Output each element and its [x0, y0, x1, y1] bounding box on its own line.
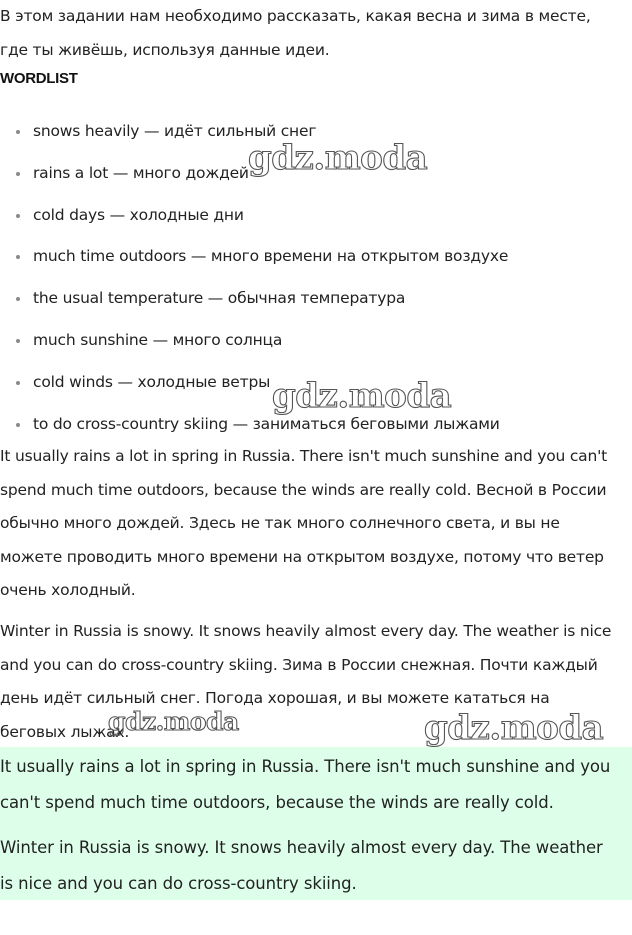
list-item	[0, 320, 508, 362]
watermark-logo: gdz.moda	[248, 138, 428, 178]
list-item-text: to do cross-country skiing — заниматься беговыми лыжами	[33, 414, 500, 433]
wordlist-heading: WORDLIST	[0, 70, 78, 87]
bullet-icon	[16, 423, 20, 427]
list-item-text: the usual temperature — обычная температура	[33, 289, 406, 308]
bullet-icon	[16, 339, 20, 343]
answer-paragraph-winter: Winter in Russia is snowy. It snows heavily almost every day. The weather is nice and you can do cross-country skiing.	[0, 838, 603, 893]
list-item-text: rains a lot — много дождей	[33, 163, 249, 182]
bullet-icon	[16, 297, 20, 301]
answer-paragraph-spring: It usually rains a lot in spring in Russia. There isn't much sunshine and you can't spend much time outdoors, because the winds are really cold.	[0, 757, 611, 812]
watermark-logo: gdz.moda	[108, 707, 239, 736]
list-item-text: much sunshine — много солнца	[33, 330, 283, 349]
list-item	[0, 236, 508, 278]
watermark-logo: gdz.moda	[272, 376, 452, 416]
paragraph-winter: Winter in Russia is snowy. It snows heavily almost every day. The weather is nice and you can do cross-country skiing. Зима в России снежная. Почти каждый день идёт сильный снег. Погода хорошая, и вы можете кататься на беговых лыжах.	[0, 622, 612, 741]
bullet-icon	[16, 255, 20, 259]
list-item-text: snows heavily — идёт сильный снег	[33, 122, 317, 140]
bullet-icon	[16, 214, 20, 218]
bullet-icon	[16, 130, 20, 134]
intro-text: В этом задании нам необходимо рассказать, какая весна и зима в месте, где ты живёшь, используя данные идеи.	[0, 7, 591, 59]
list-item-text: cold days — холодные дни	[33, 205, 244, 224]
list-item-text: cold winds — холодные ветры	[33, 372, 271, 391]
paragraph-spring: It usually rains a lot in spring in Russia. There isn't much sunshine and you can't spend much time outdoors, because the winds are really cold. Весной в России обычно много дождей. Здесь не так много солнечного света, и вы не можете проводить много времени на открытом воздухе, потому что ветер очень холодный.	[0, 447, 608, 599]
answer-box	[0, 747, 632, 900]
list-item-text: much time outdoors — много времени на открытом воздухе	[33, 247, 509, 266]
watermark-logo: gdz.moda	[424, 708, 604, 748]
list-item	[0, 195, 508, 237]
bullet-icon	[16, 172, 20, 176]
bullet-icon	[16, 381, 20, 385]
list-item	[0, 278, 508, 320]
